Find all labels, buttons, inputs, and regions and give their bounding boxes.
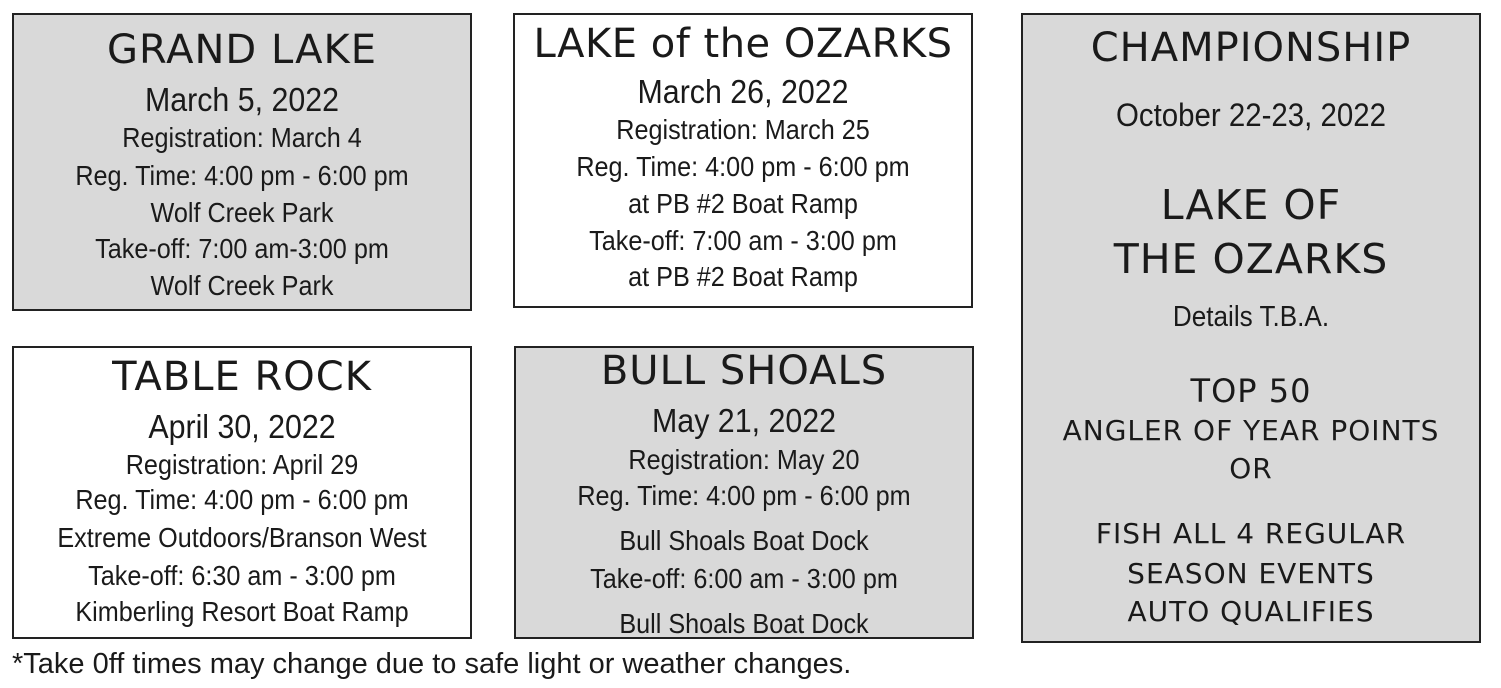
championship-location-line-1: LAKE OF xyxy=(1160,181,1342,229)
takeoff-time: Take-off: 6:00 am - 3:00 pm xyxy=(590,563,898,594)
event-title: TABLE ROCK xyxy=(112,354,372,400)
takeoff-location: Kimberling Resort Boat Ramp xyxy=(75,596,409,627)
championship-card xyxy=(1021,13,1481,643)
qualify-fish-line-2: SEASON EVENTS xyxy=(1127,557,1375,590)
takeoff-location: Wolf Creek Park xyxy=(150,270,334,301)
championship-title: CHAMPIONSHIP xyxy=(1090,25,1412,71)
registration-location: at PB #2 Boat Ramp xyxy=(628,188,858,219)
takeoff-time: Take-off: 6:30 am - 3:00 pm xyxy=(88,560,396,591)
event-card-table-rock xyxy=(12,346,472,639)
registration-location: Bull Shoals Boat Dock xyxy=(619,525,869,556)
registration-date: Registration: May 20 xyxy=(628,444,860,475)
event-card-bull-shoals xyxy=(514,346,974,639)
registration-time: Reg. Time: 4:00 pm - 6:00 pm xyxy=(576,151,910,182)
registration-time: Reg. Time: 4:00 pm - 6:00 pm xyxy=(75,484,409,515)
event-card-grand-lake xyxy=(12,13,472,311)
takeoff-location: Bull Shoals Boat Dock xyxy=(619,608,869,639)
qualify-fish-line-3: AUTO QUALIFIES xyxy=(1127,595,1375,628)
qualify-points: ANGLER OF YEAR POINTS xyxy=(1062,414,1440,447)
championship-location-line-2: THE OZARKS xyxy=(1113,235,1389,283)
championship-details: Details T.B.A. xyxy=(1172,301,1330,333)
registration-date: Registration: April 29 xyxy=(125,449,359,480)
event-title: GRAND LAKE xyxy=(106,27,378,73)
qualify-fish-line-1: FISH ALL 4 REGULAR xyxy=(1095,517,1407,550)
takeoff-location: at PB #2 Boat Ramp xyxy=(628,261,858,292)
registration-location: Extreme Outdoors/Branson West xyxy=(57,522,427,553)
event-date: May 21, 2022 xyxy=(652,402,836,439)
takeoff-time: Take-off: 7:00 am - 3:00 pm xyxy=(589,225,897,256)
event-date: April 30, 2022 xyxy=(148,408,336,445)
registration-time: Reg. Time: 4:00 pm - 6:00 pm xyxy=(577,480,911,511)
footnote: *Take 0ff times may change due to safe light or weather changes. xyxy=(12,648,852,680)
event-title: LAKE of the OZARKS xyxy=(533,21,953,67)
championship-date: October 22-23, 2022 xyxy=(1115,97,1387,133)
event-date: March 26, 2022 xyxy=(637,73,849,110)
qualify-top: TOP 50 xyxy=(1190,372,1312,410)
event-title: BULL SHOALS xyxy=(600,348,888,394)
registration-location: Wolf Creek Park xyxy=(150,197,334,228)
event-card-lake-of-the-ozarks xyxy=(513,13,973,308)
registration-date: Registration: March 4 xyxy=(122,122,362,153)
takeoff-time: Take-off: 7:00 am-3:00 pm xyxy=(95,233,389,264)
registration-time: Reg. Time: 4:00 pm - 6:00 pm xyxy=(75,160,409,191)
qualify-or: OR xyxy=(1229,452,1273,485)
registration-date: Registration: March 25 xyxy=(616,114,870,145)
event-date: March 5, 2022 xyxy=(144,81,340,118)
